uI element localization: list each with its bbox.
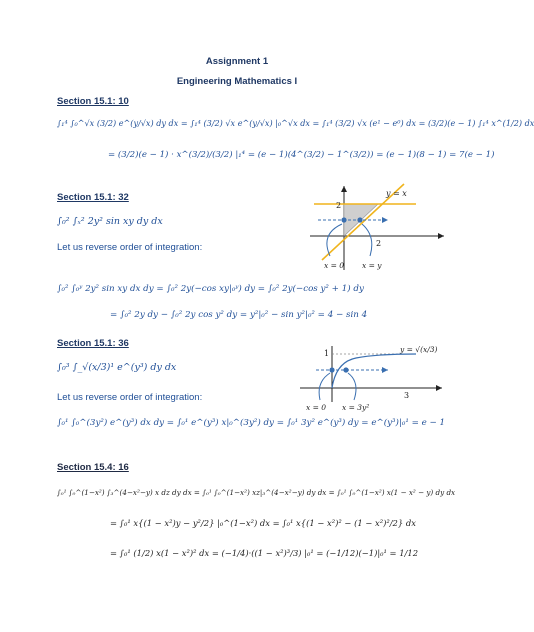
assignment-title: Assignment 1 <box>205 56 269 67</box>
curve-label: y = x <box>386 189 407 198</box>
point-left <box>341 217 346 222</box>
point-left <box>329 367 334 372</box>
x-axis-arrow <box>436 385 442 391</box>
sweep-arrow <box>382 217 388 223</box>
point-right <box>343 367 348 372</box>
pointer-left <box>327 224 342 256</box>
pointer-left <box>319 373 330 400</box>
equation-line: ∫₀¹ ∫₀^(1−x²) ∫₃^(4−x²−y) x dz dy dx = ∫₀¹ ∫₀^(1−x²) xz|₃^(4−x²−y) dy dx = ∫₀¹ ∫₀^(1−x²) x(1 − x² − y) dy dx <box>57 488 456 497</box>
pointer-right <box>362 224 372 256</box>
tick-label-right: 2 <box>376 239 382 248</box>
boundary-label-right: x = 3y² <box>342 403 370 412</box>
equation-line: ∫₀² ∫₀ʸ 2y² sin xy dx dy = ∫₀² 2y(−cos xy|₀ʸ) dy = ∫₀² 2y(−cos y² + 1) dy <box>57 284 364 294</box>
y-axis-arrow <box>341 186 347 192</box>
sweep-arrow <box>382 367 388 373</box>
tick-label-right: 3 <box>404 391 410 400</box>
boundary-label-right: x = y <box>362 261 382 270</box>
section-heading: Section 15.1: 32 <box>57 192 129 203</box>
curve-label: y = √(x/3) <box>400 345 438 354</box>
point-right <box>357 217 362 222</box>
tick-label-top: 2 <box>336 201 342 210</box>
equation-line: = ∫₀¹ (1/2) x(1 − x²)² dx = (−1/4)·((1 − x²)³/3) |₀¹ = (−1/12)(−1)|₀¹ = 1/12 <box>110 548 419 558</box>
region-diagram <box>296 342 446 414</box>
equation-line: ∫₀² ∫ₓ² 2y² sin xy dy dx <box>57 216 163 227</box>
equation-line: = ∫₀² 2y dy − ∫₀² 2y cos y² dy = y²|₀² − sin y²|₀² = 4 − sin 4 <box>110 310 368 320</box>
x-axis-arrow <box>438 233 444 239</box>
pointer-right <box>348 373 356 400</box>
tick-label-top: 1 <box>324 349 330 358</box>
boundary-label-left: x = 0 <box>324 261 345 270</box>
equation-line: = ∫₀¹ x{(1 − x²)y − y²/2} |₀^(1−x²) dx = ∫₀¹ x{(1 − x²)² − (1 − x²)²/2} dx <box>110 518 416 528</box>
equation-line: ∫₀¹ ∫₀^(3y²) e^(y³) dx dy = ∫₀¹ e^(y³) x|₀^(3y²) dy = ∫₀¹ 3y² e^(y³) dy = e^(y³)|₀¹ = e − 1 <box>57 418 446 428</box>
body-text: Let us reverse order of integration: <box>57 242 203 253</box>
equation-line: ∫₁⁴ ∫₀^√x (3/2) e^(y/√x) dy dx = ∫₁⁴ (3/2) √x e^(y/√x) |₀^√x dx = ∫₁⁴ (3/2) √x (e¹ − e⁰) dx = (3/2)(e − 1) ∫₁⁴ x^(1/2) dx <box>57 118 534 128</box>
body-text: Let us reverse order of integration: <box>57 392 203 403</box>
equation-line: ∫₀³ ∫_√(x/3)¹ e^(y³) dy dx <box>57 362 177 373</box>
equation-line: = (3/2)(e − 1) · x^(3/2)/(3/2) |₁⁴ = (e − 1)(4^(3/2) − 1^(3/2)) = (e − 1)(8 − 1) = 7(e − 1) <box>108 150 495 160</box>
course-title: Engineering Mathematics I <box>176 76 298 87</box>
section-heading: Section 15.1: 36 <box>57 338 129 349</box>
section-heading: Section 15.1: 10 <box>57 96 129 107</box>
section-heading: Section 15.4: 16 <box>57 462 129 473</box>
boundary-label-left: x = 0 <box>306 403 327 412</box>
region-diagram <box>300 182 450 272</box>
